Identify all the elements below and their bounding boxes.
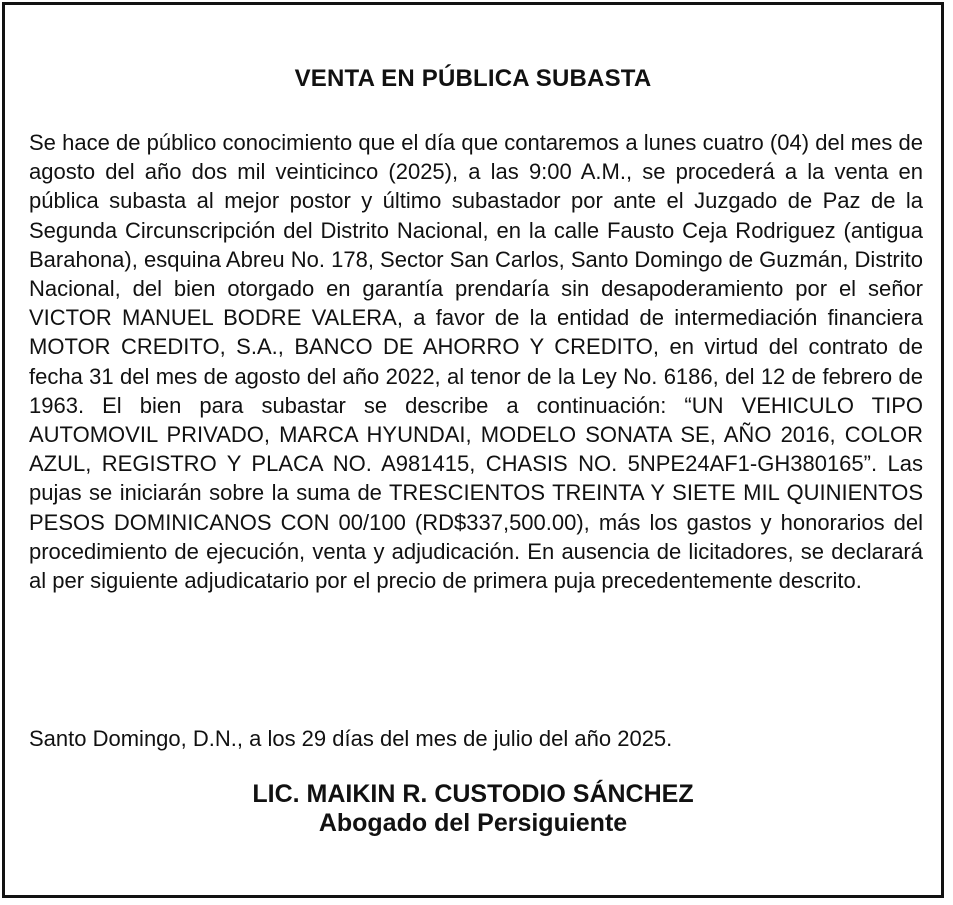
notice-body: Se hace de público conocimiento que el día que contaremos a lunes cuatro (04) del mes de agosto del año dos mil veinticinco (2025), a las 9:00 A.M., se procederá a la venta en pública subasta al mejor postor y último subastador por ante el Juzgado de Paz de la Segunda Circunscripción del Distrito Nacional, en la calle Fausto Ceja Rodriguez (antigua Barahona), esquina Abreu No. 178, Sector San Carlos, Santo Domingo de Guzmán, Distrito Nacional, del bien otorgado en garantía prendaría sin desapoderamiento por el señor VICTOR MANUEL BODRE VALERA, a favor de la entidad de intermediación financiera MOTOR CREDITO, S.A., BANCO DE AHORRO Y CREDITO, en virtud del contrato de fecha 31 del mes de agosto del año 2022, al tenor de la Ley No. 6186, del 12 de febrero de 1963. El bien para subastar se describe a continuación: “UN VEHICULO TIPO AUTOMOVIL PRIVADO, MARCA HYUNDAI, MODELO SONATA SE, AÑO 2016, COLOR AZUL, REGISTRO Y PLACA NO. A981415, CHASIS NO. 5NPE24AF1-GH380165”. Las pujas se iniciarán sobre la suma de TRESCIENTOS TREINTA Y SIETE MIL QUINIENTOS PESOS DOMINICANOS CON 00/100 (RD$337,500.00), más los gastos y honorarios del procedimiento de ejecución, venta y adjudicación. En ausencia de licitadores, se declarará al per siguiente adjudicatario por el precio de primera puja precedentemente descrito. [29, 130, 923, 594]
notice-title: VENTA EN PÚBLICA SUBASTA [294, 65, 652, 92]
signer-name: LIC. MAIKIN R. CUSTODIO SÁNCHEZ [252, 780, 694, 808]
signer-role: Abogado del Persiguiente [318, 809, 628, 837]
legal-notice [2, 2, 944, 898]
signature-block [5, 780, 941, 837]
notice-place-date: Santo Domingo, D.N., a los 29 días del mes de julio del año 2025. [29, 726, 673, 751]
